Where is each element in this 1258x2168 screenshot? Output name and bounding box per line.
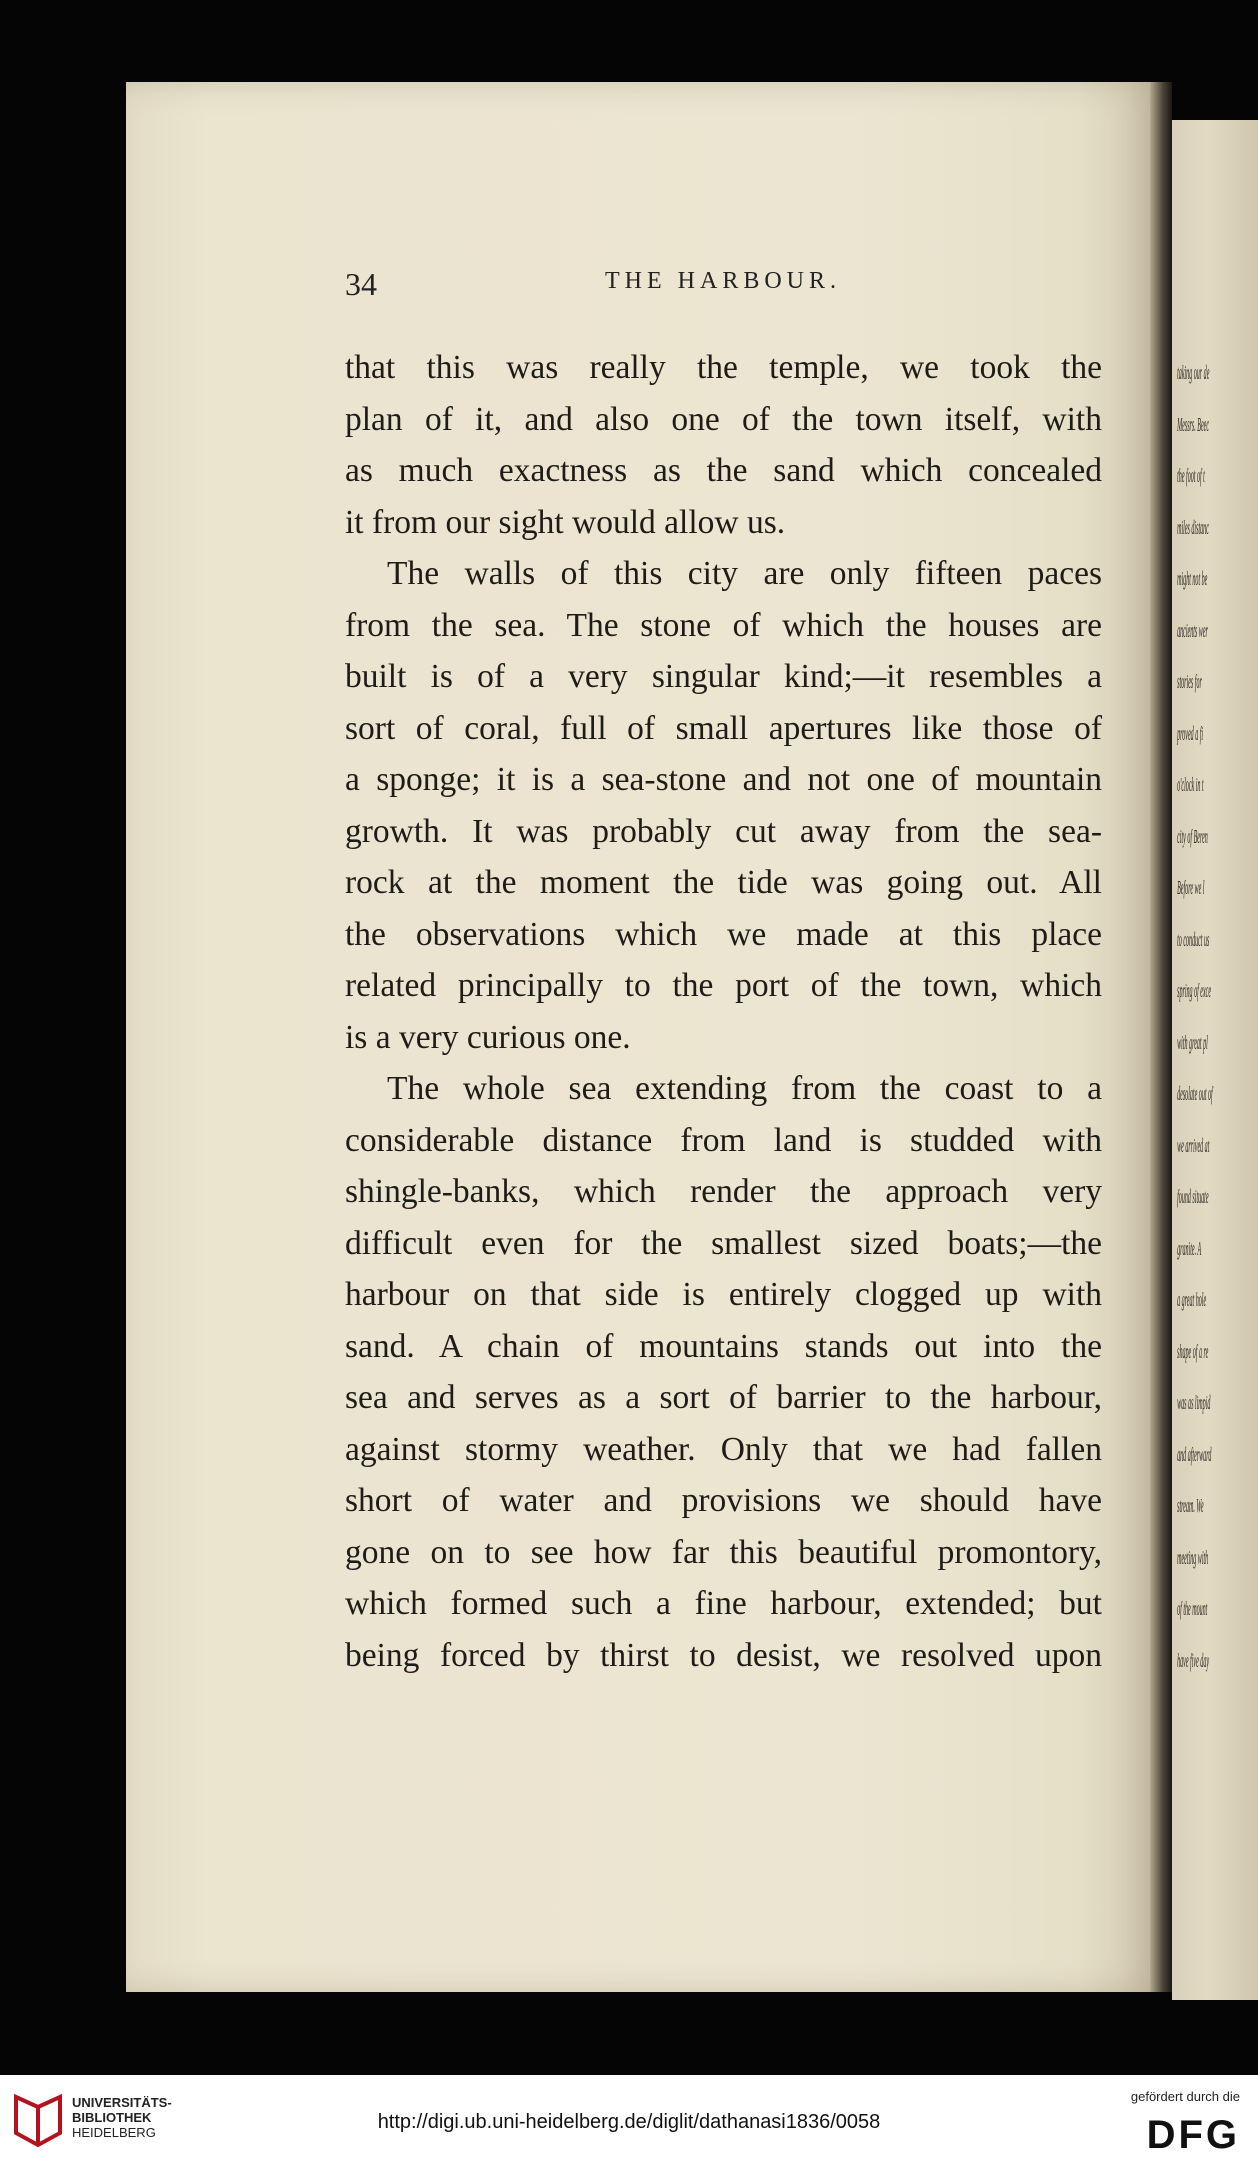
neighbor-text-line: stream. We [1177, 1495, 1204, 1517]
neighbor-text-line: meeting with [1177, 1546, 1209, 1569]
permalink-url[interactable]: http://digi.ub.uni-heidelberg.de/diglit/dathanasi1836/0058 [377, 2111, 881, 2133]
text-line: growth. It was probably cut away from the sea- [345, 812, 1102, 850]
text-line: that this was really the temple, we took the [345, 349, 1102, 386]
text-line: related principally to the port of the town, which [345, 967, 1102, 1004]
library-name-line: UNIVERSITÄTS- [72, 2095, 172, 2110]
neighbor-page [1172, 120, 1258, 2000]
library-name-line: BIBLIOTHEK [72, 2110, 152, 2125]
neighbor-text-line: the foot of t [1177, 465, 1205, 487]
neighbor-text-line: with great pl [1177, 1031, 1208, 1054]
neighbor-text-line: to conduct us [1177, 928, 1210, 951]
text-line: sort of coral, full of small apertures like those of [345, 709, 1102, 747]
text-line: considerable distance from land is studded with [345, 1121, 1102, 1159]
neighbor-text-line: shape of a re [1177, 1340, 1209, 1363]
text-line: short of water and provisions we should have [345, 1482, 1102, 1519]
text-line: plan of it, and also one of the town itself, with [345, 400, 1102, 438]
neighbor-text-line: desolate out of [1177, 1083, 1213, 1105]
text-line: sand. A chain of mountains stands out into the [345, 1327, 1102, 1365]
text-line: which formed such a fine harbour, extended; but [345, 1585, 1102, 1622]
text-line: The walls of this city are only fifteen paces [387, 555, 1102, 592]
neighbor-text-line: o'clock in t [1177, 774, 1204, 796]
text-line: is a very curious one. [345, 1018, 631, 1056]
text-line: The whole sea extending from the coast to a [387, 1070, 1102, 1107]
text-line: from the sea. The stone of which the houses are [345, 606, 1102, 644]
neighbor-text-line: taking our de [1177, 362, 1210, 384]
text-line: built is of a very singular kind;—it resembles a [345, 658, 1102, 695]
text-line: it from our sight would allow us. [345, 503, 786, 541]
text-line: the observations which we made at this place [345, 915, 1102, 953]
text-line: shingle-banks, which render the approach very [345, 1173, 1102, 1210]
section-title: THE HARBOUR. [605, 268, 842, 294]
neighbor-text-line: found situate [1177, 1186, 1209, 1208]
neighbor-text-line: Before we l [1177, 877, 1205, 899]
body-text [345, 342, 1102, 1681]
viewer-footer [0, 2075, 1258, 2168]
library-name-line: HEIDELBERG [72, 2125, 156, 2140]
book-gutter [1150, 82, 1172, 1992]
neighbor-text-line: ancients wer [1177, 619, 1208, 642]
neighbor-text-line: and afterward [1177, 1443, 1212, 1466]
neighbor-text-line: city of Beren [1177, 825, 1208, 848]
text-line: harbour on that side is entirely clogged up with [345, 1276, 1102, 1313]
text-line: sea and serves as a sort of barrier to the harbour, [345, 1379, 1102, 1416]
text-line: against stormy weather. Only that we had fallen [345, 1430, 1102, 1468]
neighbor-text-line: might not be [1177, 568, 1208, 590]
page-number: 34 [345, 266, 377, 302]
text-line: gone on to see how far this beautiful promontory, [345, 1533, 1102, 1571]
neighbor-text-line: was as limpid [1177, 1392, 1211, 1414]
neighbor-text-line: we arrived at [1177, 1134, 1210, 1157]
neighbor-text-line: miles distanc [1177, 516, 1209, 539]
dfg-logo: DFG [1146, 2113, 1240, 2157]
neighbor-text-line: stories for [1177, 671, 1202, 693]
neighbor-text-line: granite. A [1177, 1237, 1202, 1260]
neighbor-page-text [1172, 120, 1219, 1672]
text-line: being forced by thirst to desist, we resolved upon [345, 1636, 1102, 1674]
text-line: difficult even for the smallest sized boats;—the [345, 1224, 1102, 1262]
text-line: a sponge; it is a sea-stone and not one of mountain [345, 761, 1102, 798]
running-head [345, 266, 1135, 306]
funding-text: gefördert durch die [1130, 2089, 1240, 2104]
neighbor-text-line: of the mount [1177, 1598, 1208, 1620]
neighbor-text-line: have five day [1177, 1649, 1210, 1672]
text-line: as much exactness as the sand which concealed [345, 452, 1102, 489]
neighbor-text-line: Messrs. Beec [1177, 413, 1210, 436]
neighbor-text-line: a great hole [1177, 1289, 1207, 1311]
neighbor-text-line: proved a fi [1177, 722, 1204, 745]
text-line: rock at the moment the tide was going out. All [345, 864, 1102, 901]
neighbor-text-line: spring of exce [1177, 980, 1212, 1002]
